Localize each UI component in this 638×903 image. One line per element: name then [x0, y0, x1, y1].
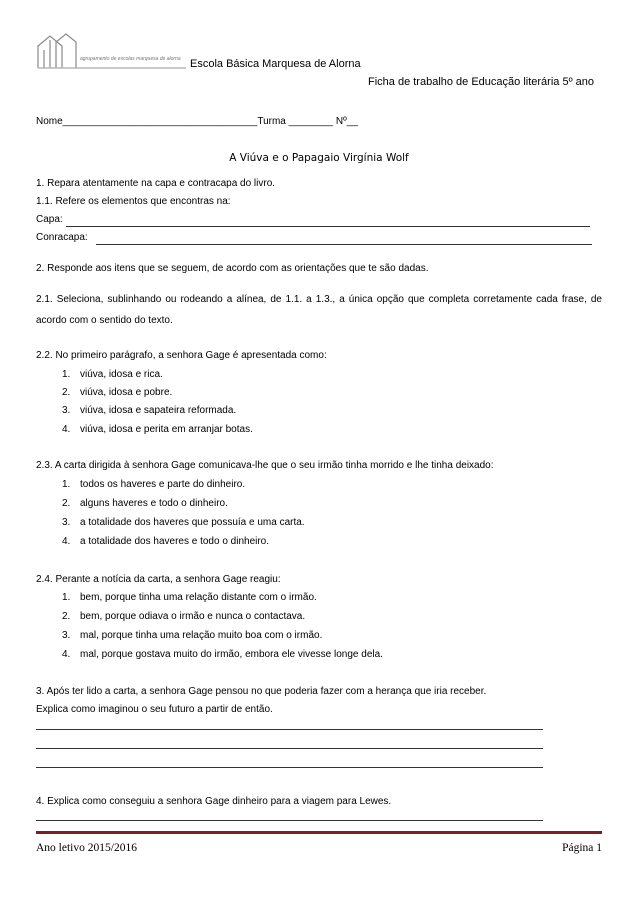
option-number: 4. — [62, 424, 71, 435]
question-2-3: 2.3. A carta dirigida à senhora Gage comunicava-lhe que o seu irmão tinha morrido e lhe tinha deixado: — [36, 460, 494, 471]
q22-option-3[interactable]: viúva, idosa e sapateira reformada. — [80, 405, 237, 416]
q24-option-3[interactable]: mal, porque tinha uma relação muito boa com o irmão. — [80, 630, 323, 641]
option-number: 4. — [62, 536, 71, 547]
capa-answer-line[interactable] — [66, 226, 590, 227]
option-number: 3. — [62, 405, 71, 416]
q24-option-1[interactable]: bem, porque tinha uma relação distante com o irmão. — [80, 592, 317, 603]
q22-option-4[interactable]: viúva, idosa e perita em arranjar botas. — [80, 424, 253, 435]
question-1-1: 1.1. Refere os elementos que encontras na: — [36, 196, 231, 207]
q23-option-2[interactable]: alguns haveres e todo o dinheiro. — [80, 498, 228, 509]
capa-label: Capa: — [36, 214, 63, 225]
q4-answer-line-1[interactable] — [36, 820, 543, 821]
option-number: 1. — [62, 369, 71, 380]
question-3: 3. Após ter lido a carta, a senhora Gage pensou no que poderia fazer com a herança que iria receber. — [36, 686, 487, 697]
question-2-4: 2.4. Perante a notícia da carta, a senhora Gage reagiu: — [36, 574, 281, 585]
worksheet-title: Ficha de trabalho de Educação literária 5º ano — [368, 76, 594, 88]
question-3-sub: Explica como imaginou o seu futuro a partir de então. — [36, 704, 273, 715]
option-number: 2. — [62, 498, 71, 509]
option-number: 4. — [62, 649, 71, 660]
question-2-1-instructions: 2.1. Seleciona, sublinhando ou rodeando a alínea, de 1.1. a 1.3., a única opção que completa corretamente cada frase, de acordo com o sentido do texto. — [36, 294, 602, 326]
q3-answer-line-1[interactable] — [36, 729, 543, 730]
q3-answer-line-2[interactable] — [36, 748, 543, 749]
logo-text: agrupamento de escolas marquesa de alorna — [80, 56, 181, 62]
option-number: 1. — [62, 479, 71, 490]
contracapa-label: Conracapa: — [36, 232, 88, 243]
q23-option-3[interactable]: a totalidade dos haveres que possuía e uma carta. — [80, 517, 305, 528]
page-title: A Viúva e o Papagaio Virgínia Wolf — [229, 152, 409, 164]
option-number: 3. — [62, 517, 71, 528]
q3-answer-line-3[interactable] — [36, 767, 543, 768]
q24-option-4[interactable]: mal, porque gostava muito do irmão, embora ele vivesse longe dela. — [80, 649, 383, 660]
question-4: 4. Explica como conseguiu a senhora Gage dinheiro para a viagem para Lewes. — [36, 796, 392, 807]
footer-page-number: Página 1 — [562, 842, 602, 854]
footer-school-year: Ano letivo 2015/2016 — [36, 842, 137, 854]
option-number: 2. — [62, 387, 71, 398]
question-1: 1. Repara atentamente na capa e contracapa do livro. — [36, 178, 276, 189]
question-2-2: 2.2. No primeiro parágrafo, a senhora Gage é apresentada como: — [36, 350, 327, 361]
q24-option-2[interactable]: bem, porque odiava o irmão e nunca o contactava. — [80, 611, 306, 622]
student-info-line: Nome___________________________________Turma ________ Nº__ — [36, 116, 358, 127]
school-logo — [36, 28, 186, 74]
contracapa-answer-line[interactable] — [96, 244, 592, 245]
option-number: 2. — [62, 611, 71, 622]
option-number: 3. — [62, 630, 71, 641]
option-number: 1. — [62, 592, 71, 603]
q22-option-1[interactable]: viúva, idosa e rica. — [80, 369, 163, 380]
school-name: Escola Básica Marquesa de Alorna — [190, 58, 361, 70]
footer-divider — [36, 831, 602, 834]
question-2: 2. Responde aos itens que se seguem, de acordo com as orientações que te são dadas. — [36, 263, 429, 274]
logo-graphic — [36, 28, 186, 74]
q22-option-2[interactable]: viúva, idosa e pobre. — [80, 387, 173, 398]
q23-option-1[interactable]: todos os haveres e parte do dinheiro. — [80, 479, 246, 490]
q23-option-4[interactable]: a totalidade dos haveres e todo o dinheiro. — [80, 536, 270, 547]
